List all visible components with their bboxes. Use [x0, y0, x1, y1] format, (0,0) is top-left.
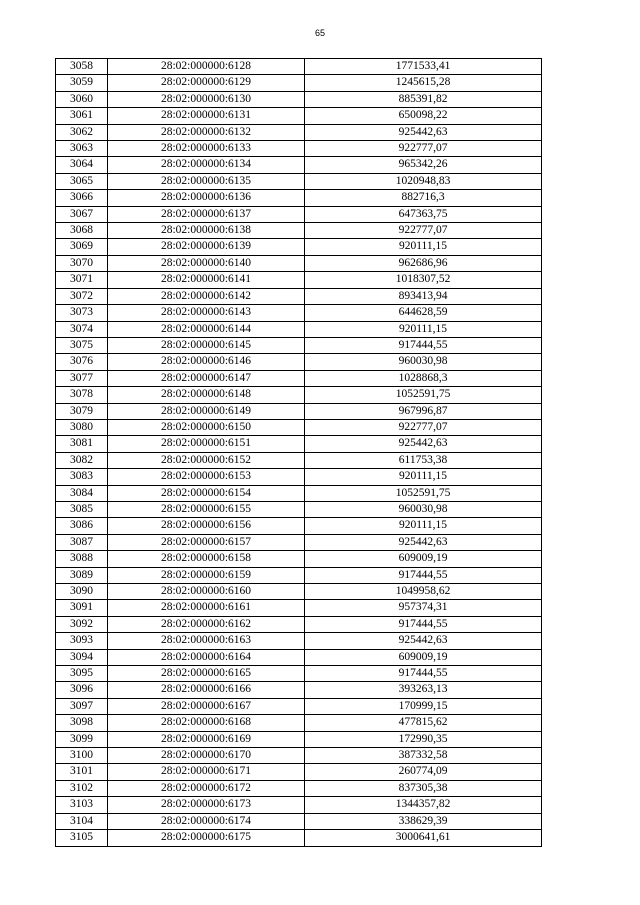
- table-row: [56, 157, 542, 173]
- row-number-cell: 3072: [56, 288, 108, 304]
- cadastral-number-cell: 28:02:000000:6166: [108, 682, 305, 698]
- table-row: [56, 206, 542, 222]
- row-number-cell: 3078: [56, 387, 108, 403]
- cadastral-value-cell: 609009,19: [305, 551, 542, 567]
- row-number-cell: 3058: [56, 59, 108, 75]
- row-number-cell: 3089: [56, 567, 108, 583]
- cadastral-number-cell: 28:02:000000:6163: [108, 633, 305, 649]
- row-number-cell: 3066: [56, 190, 108, 206]
- cadastral-number-cell: 28:02:000000:6170: [108, 748, 305, 764]
- cadastral-value-cell: 925442,63: [305, 436, 542, 452]
- cadastral-number-cell: 28:02:000000:6173: [108, 797, 305, 813]
- cadastral-value-cell: 1052591,75: [305, 485, 542, 501]
- cadastral-value-cell: 170999,15: [305, 698, 542, 714]
- table-row: [56, 288, 542, 304]
- row-number-cell: 3079: [56, 403, 108, 419]
- cadastral-number-cell: 28:02:000000:6139: [108, 239, 305, 255]
- table-row: [56, 534, 542, 550]
- cadastral-value-cell: 920111,15: [305, 518, 542, 534]
- cadastral-number-cell: 28:02:000000:6152: [108, 452, 305, 468]
- table-row: [56, 830, 542, 846]
- cadastral-number-cell: 28:02:000000:6133: [108, 141, 305, 157]
- table-row: [56, 616, 542, 632]
- table-row: [56, 436, 542, 452]
- table-row: [56, 682, 542, 698]
- cadastral-value-cell: 917444,55: [305, 567, 542, 583]
- row-number-cell: 3094: [56, 649, 108, 665]
- row-number-cell: 3068: [56, 223, 108, 239]
- cadastral-value-cell: 917444,55: [305, 666, 542, 682]
- table-row: [56, 600, 542, 616]
- row-number-cell: 3061: [56, 108, 108, 124]
- cadastral-value-cell: 965342,26: [305, 157, 542, 173]
- cadastral-value-cell: 647363,75: [305, 206, 542, 222]
- table-row: [56, 108, 542, 124]
- row-number-cell: 3067: [56, 206, 108, 222]
- cadastral-number-cell: 28:02:000000:6160: [108, 584, 305, 600]
- cadastral-number-cell: 28:02:000000:6167: [108, 698, 305, 714]
- table-row: [56, 387, 542, 403]
- cadastral-value-cell: 917444,55: [305, 337, 542, 353]
- table-row: [56, 370, 542, 386]
- cadastral-value-cell: 3000641,61: [305, 830, 542, 846]
- cadastral-value-cell: 260774,09: [305, 764, 542, 780]
- cadastral-number-cell: 28:02:000000:6172: [108, 780, 305, 796]
- cadastral-number-cell: 28:02:000000:6145: [108, 337, 305, 353]
- table-row: [56, 75, 542, 91]
- table-row: [56, 272, 542, 288]
- cadastral-value-table: [55, 58, 542, 847]
- table-row: [56, 748, 542, 764]
- cadastral-number-cell: 28:02:000000:6146: [108, 354, 305, 370]
- table-row: [56, 485, 542, 501]
- cadastral-value-cell: 925442,63: [305, 124, 542, 140]
- cadastral-number-cell: 28:02:000000:6151: [108, 436, 305, 452]
- row-number-cell: 3087: [56, 534, 108, 550]
- table-row: [56, 780, 542, 796]
- table-row: [56, 764, 542, 780]
- table-row: [56, 649, 542, 665]
- cadastral-value-cell: 393263,13: [305, 682, 542, 698]
- row-number-cell: 3090: [56, 584, 108, 600]
- row-number-cell: 3104: [56, 813, 108, 829]
- row-number-cell: 3086: [56, 518, 108, 534]
- cadastral-number-cell: 28:02:000000:6142: [108, 288, 305, 304]
- cadastral-number-cell: 28:02:000000:6150: [108, 419, 305, 435]
- row-number-cell: 3073: [56, 305, 108, 321]
- cadastral-number-cell: 28:02:000000:6168: [108, 715, 305, 731]
- cadastral-value-cell: 338629,39: [305, 813, 542, 829]
- table-body: [56, 59, 542, 847]
- cadastral-value-cell: 960030,98: [305, 501, 542, 517]
- row-number-cell: 3070: [56, 255, 108, 271]
- table-row: [56, 698, 542, 714]
- row-number-cell: 3105: [56, 830, 108, 846]
- table-row: [56, 813, 542, 829]
- cadastral-number-cell: 28:02:000000:6155: [108, 501, 305, 517]
- cadastral-value-cell: 962686,96: [305, 255, 542, 271]
- row-number-cell: 3080: [56, 419, 108, 435]
- row-number-cell: 3075: [56, 337, 108, 353]
- cadastral-number-cell: 28:02:000000:6161: [108, 600, 305, 616]
- cadastral-value-cell: 1049958,62: [305, 584, 542, 600]
- cadastral-number-cell: 28:02:000000:6169: [108, 731, 305, 747]
- cadastral-value-cell: 920111,15: [305, 321, 542, 337]
- cadastral-number-cell: 28:02:000000:6162: [108, 616, 305, 632]
- cadastral-value-cell: 920111,15: [305, 239, 542, 255]
- table-row: [56, 305, 542, 321]
- cadastral-number-cell: 28:02:000000:6132: [108, 124, 305, 140]
- cadastral-number-cell: 28:02:000000:6141: [108, 272, 305, 288]
- row-number-cell: 3076: [56, 354, 108, 370]
- cadastral-number-cell: 28:02:000000:6137: [108, 206, 305, 222]
- cadastral-value-cell: 644628,59: [305, 305, 542, 321]
- table-row: [56, 354, 542, 370]
- cadastral-value-cell: 1028868,3: [305, 370, 542, 386]
- row-number-cell: 3085: [56, 501, 108, 517]
- table-row: [56, 633, 542, 649]
- cadastral-number-cell: 28:02:000000:6143: [108, 305, 305, 321]
- table-row: [56, 173, 542, 189]
- row-number-cell: 3100: [56, 748, 108, 764]
- cadastral-number-cell: 28:02:000000:6130: [108, 91, 305, 107]
- table-row: [56, 91, 542, 107]
- cadastral-value-cell: 387332,58: [305, 748, 542, 764]
- cadastral-number-cell: 28:02:000000:6174: [108, 813, 305, 829]
- row-number-cell: 3063: [56, 141, 108, 157]
- cadastral-value-cell: 609009,19: [305, 649, 542, 665]
- cadastral-number-cell: 28:02:000000:6156: [108, 518, 305, 534]
- row-number-cell: 3093: [56, 633, 108, 649]
- table-row: [56, 190, 542, 206]
- table-row: [56, 239, 542, 255]
- row-number-cell: 3060: [56, 91, 108, 107]
- row-number-cell: 3091: [56, 600, 108, 616]
- table-row: [56, 452, 542, 468]
- cadastral-value-cell: 967996,87: [305, 403, 542, 419]
- table-row: [56, 403, 542, 419]
- cadastral-number-cell: 28:02:000000:6165: [108, 666, 305, 682]
- cadastral-number-cell: 28:02:000000:6148: [108, 387, 305, 403]
- cadastral-value-cell: 960030,98: [305, 354, 542, 370]
- table-row: [56, 255, 542, 271]
- cadastral-number-cell: 28:02:000000:6138: [108, 223, 305, 239]
- cadastral-number-cell: 28:02:000000:6175: [108, 830, 305, 846]
- cadastral-value-cell: 1771533,41: [305, 59, 542, 75]
- row-number-cell: 3099: [56, 731, 108, 747]
- row-number-cell: 3092: [56, 616, 108, 632]
- cadastral-number-cell: 28:02:000000:6129: [108, 75, 305, 91]
- row-number-cell: 3096: [56, 682, 108, 698]
- row-number-cell: 3088: [56, 551, 108, 567]
- table-row: [56, 469, 542, 485]
- table-row: [56, 501, 542, 517]
- row-number-cell: 3095: [56, 666, 108, 682]
- cadastral-number-cell: 28:02:000000:6158: [108, 551, 305, 567]
- row-number-cell: 3069: [56, 239, 108, 255]
- row-number-cell: 3059: [56, 75, 108, 91]
- table-row: [56, 518, 542, 534]
- cadastral-number-cell: 28:02:000000:6128: [108, 59, 305, 75]
- cadastral-number-cell: 28:02:000000:6135: [108, 173, 305, 189]
- row-number-cell: 3101: [56, 764, 108, 780]
- cadastral-value-cell: 611753,38: [305, 452, 542, 468]
- cadastral-value-cell: 885391,82: [305, 91, 542, 107]
- row-number-cell: 3103: [56, 797, 108, 813]
- cadastral-value-cell: 922777,07: [305, 419, 542, 435]
- table-row: [56, 124, 542, 140]
- table-row: [56, 715, 542, 731]
- row-number-cell: 3077: [56, 370, 108, 386]
- row-number-cell: 3062: [56, 124, 108, 140]
- cadastral-value-cell: 1052591,75: [305, 387, 542, 403]
- cadastral-value-cell: 1344357,82: [305, 797, 542, 813]
- table-row: [56, 223, 542, 239]
- cadastral-value-cell: 917444,55: [305, 616, 542, 632]
- cadastral-number-cell: 28:02:000000:6164: [108, 649, 305, 665]
- table-row: [56, 584, 542, 600]
- cadastral-value-cell: 920111,15: [305, 469, 542, 485]
- row-number-cell: 3097: [56, 698, 108, 714]
- cadastral-value-cell: 1018307,52: [305, 272, 542, 288]
- cadastral-number-cell: 28:02:000000:6134: [108, 157, 305, 173]
- table-row: [56, 59, 542, 75]
- row-number-cell: 3064: [56, 157, 108, 173]
- table-row: [56, 141, 542, 157]
- row-number-cell: 3082: [56, 452, 108, 468]
- cadastral-value-cell: 172990,35: [305, 731, 542, 747]
- table-row: [56, 797, 542, 813]
- cadastral-value-cell: 1020948,83: [305, 173, 542, 189]
- cadastral-value-cell: 1245615,28: [305, 75, 542, 91]
- row-number-cell: 3081: [56, 436, 108, 452]
- table-row: [56, 551, 542, 567]
- row-number-cell: 3071: [56, 272, 108, 288]
- cadastral-value-cell: 893413,94: [305, 288, 542, 304]
- table-row: [56, 567, 542, 583]
- cadastral-value-cell: 957374,31: [305, 600, 542, 616]
- cadastral-value-cell: 925442,63: [305, 633, 542, 649]
- row-number-cell: 3065: [56, 173, 108, 189]
- cadastral-number-cell: 28:02:000000:6140: [108, 255, 305, 271]
- table-row: [56, 666, 542, 682]
- table-row: [56, 419, 542, 435]
- cadastral-number-cell: 28:02:000000:6144: [108, 321, 305, 337]
- table-row: [56, 321, 542, 337]
- row-number-cell: 3084: [56, 485, 108, 501]
- row-number-cell: 3083: [56, 469, 108, 485]
- cadastral-value-cell: 650098,22: [305, 108, 542, 124]
- cadastral-number-cell: 28:02:000000:6136: [108, 190, 305, 206]
- cadastral-number-cell: 28:02:000000:6159: [108, 567, 305, 583]
- cadastral-number-cell: 28:02:000000:6149: [108, 403, 305, 419]
- cadastral-value-cell: 925442,63: [305, 534, 542, 550]
- cadastral-number-cell: 28:02:000000:6131: [108, 108, 305, 124]
- row-number-cell: 3098: [56, 715, 108, 731]
- table-row: [56, 337, 542, 353]
- table-row: [56, 731, 542, 747]
- cadastral-value-cell: 922777,07: [305, 141, 542, 157]
- cadastral-value-cell: 837305,38: [305, 780, 542, 796]
- cadastral-number-cell: 28:02:000000:6154: [108, 485, 305, 501]
- cadastral-number-cell: 28:02:000000:6171: [108, 764, 305, 780]
- cadastral-number-cell: 28:02:000000:6153: [108, 469, 305, 485]
- row-number-cell: 3102: [56, 780, 108, 796]
- cadastral-number-cell: 28:02:000000:6147: [108, 370, 305, 386]
- page-number: 65: [314, 28, 325, 38]
- row-number-cell: 3074: [56, 321, 108, 337]
- cadastral-value-cell: 922777,07: [305, 223, 542, 239]
- cadastral-value-cell: 882716,3: [305, 190, 542, 206]
- cadastral-number-cell: 28:02:000000:6157: [108, 534, 305, 550]
- cadastral-value-cell: 477815,62: [305, 715, 542, 731]
